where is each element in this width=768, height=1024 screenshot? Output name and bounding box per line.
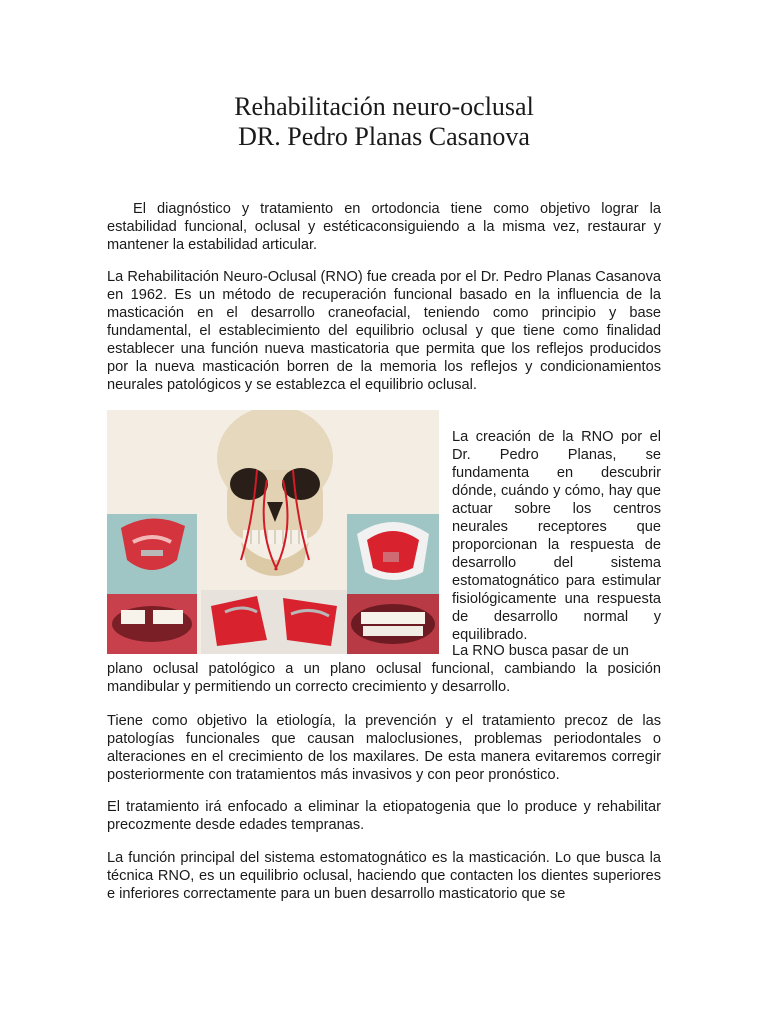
rno-collage-illustration bbox=[107, 410, 439, 654]
paragraph-treatment: El tratamiento irá enfocado a eliminar la etiopatogenia que lo produce y rehabilitar precozmente desde edades tempranas. bbox=[107, 799, 661, 833]
title-line-1: Rehabilitación neuro-oclusal bbox=[234, 92, 534, 121]
paragraph-intro: El diagnóstico y tratamiento en ortodoncia tiene como objetivo lograr la estabilidad funcional, oclusal y estéticaconsiguiendo a la misma vez, restaurar y mantener la estabilidad articular. bbox=[107, 201, 661, 253]
paragraph-rno-origin: La Rehabilitación Neuro-Oclusal (RNO) fue creada por el Dr. Pedro Planas Casanova en 1962. Es un método de recuperación funcional basado en la influencia de la masticación en el desarrollo craneofacial, teniendo como principio y base fundamental, el establecimiento del equilibrio oclusal y que tiene como finalidad establecer una función nueva masticatoria que permita que los reflejos producidos por la nueva masticación borren de la memoria los reflejos y condicionamientos neurales patológicos y se establezca el equilibrio oclusal. bbox=[107, 269, 661, 393]
collage-side-text bbox=[452, 428, 661, 644]
paragraph-rno-goal-start: La RNO busca pasar de un bbox=[452, 643, 629, 659]
title-line-2: DR. Pedro Planas Casanova bbox=[238, 122, 530, 151]
paragraph-rno-creation: La creación de la RNO por el Dr. Pedro Planas, se fundamenta en descubrir dónde, cuándo y cómo, hay que actuar sobre los centros neurales receptores que proporcionan la respuesta de desarrollo del sistema estomatognático para estimular fisiológicamente una respuesta de desarrollo normal y equilibrado. bbox=[452, 429, 661, 643]
document-title bbox=[0, 92, 768, 152]
rno-photo-collage bbox=[107, 410, 439, 654]
paragraph-rno-goal-continued: plano oclusal patológico a un plano oclusal funcional, cambiando la posición mandibular y permitiendo un correcto crecimiento y desarrollo. bbox=[107, 661, 661, 695]
paragraph-objective: Tiene como objetivo la etiología, la prevención y el tratamiento precoz de las patologías funcionales que causan maloclusiones, problemas periodontales o alteraciones en el crecimiento de los maxilares. De esta manera evitaremos corregir posteriormente con tratamientos más invasivos y con peor pronóstico. bbox=[107, 713, 661, 783]
paragraph-main-function: La función principal del sistema estomatognático es la masticación. Lo que busca la técnica RNO, es un equilibrio oclusal, haciendo que contacten los dientes superiores e inferiores correctamente para un buen desarrollo masticatorio que se bbox=[107, 850, 661, 902]
